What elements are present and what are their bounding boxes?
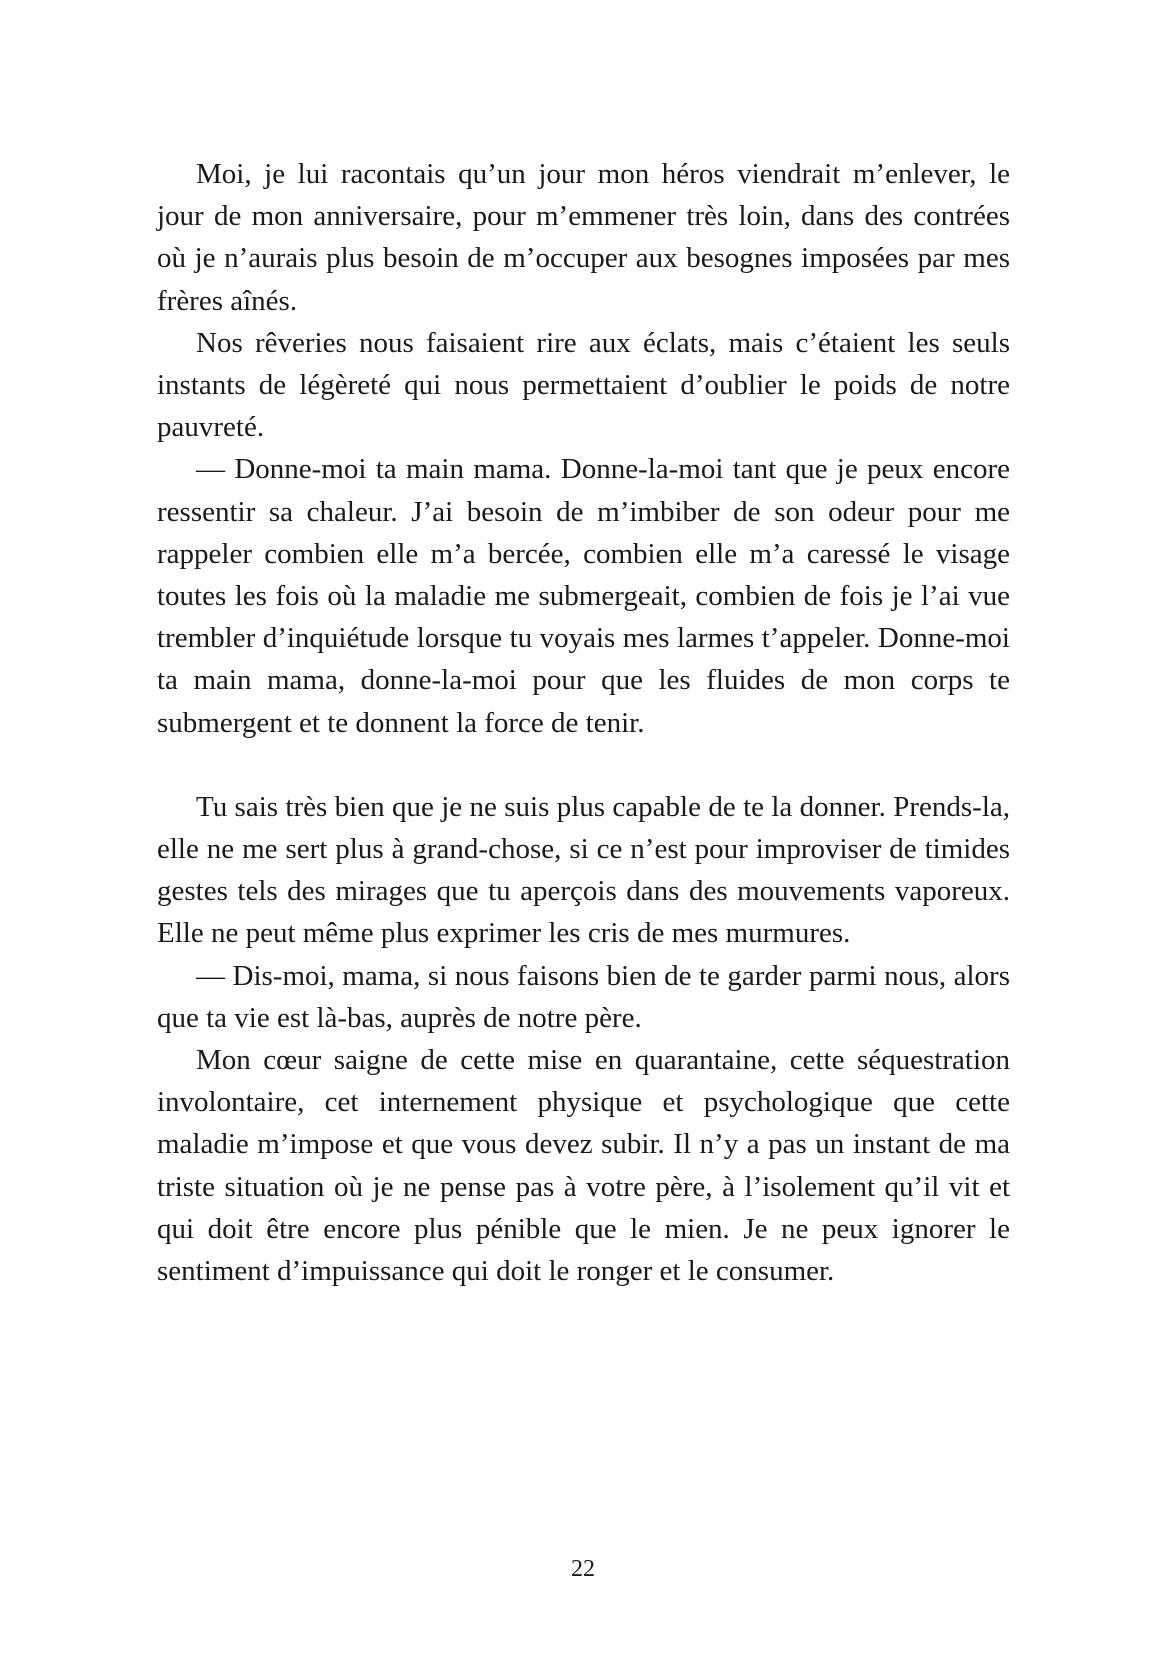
paragraph: — Dis-moi, mama, si nous faisons bien de te garder parmi nous, alors que ta vie est là-bas, auprès de notre père. [157,959,1010,1034]
paragraph: Mon cœur saigne de cette mise en quarantaine, cette séquestration involontaire, cet internement physique et psychologique que cette maladie m’impose et que vous devez subir. Il n’y a pas un instant de ma triste situation où je ne pense pas à votre père, à l’isolement qu’il vit et qui doit être encore plus pénible que le mien. Je ne peux ignorer le sentiment d’impuissance qui doit le ronger et le consumer. [157,1044,1010,1288]
paragraph: Nos rêveries nous faisaient rire aux éclats, mais c’étaient les seuls instants de légèreté qui nous permettaient d’oublier le poids de notre pauvreté. [157,326,1010,444]
paragraph: Tu sais très bien que je ne suis plus capable de te la donner. Prends-la, elle ne me sert plus à grand-chose, si ce n’est pour improviser de timides gestes tels des mirages que tu aperçois dans des mouvements vaporeux. Elle ne peut même plus exprimer les cris de mes murmures. [157,790,1010,950]
paragraph: — Donne-moi ta main mama. Donne-la-moi tant que je peux encore ressentir sa chaleur. J’ai besoin de m’imbiber de son odeur pour me rappeler combien elle m’a bercée, combien elle m’a caressé le visage toutes les fois où la maladie me submergeait, combien de fois je l’ai vue trembler d’inquiétude lorsque tu voyais mes larmes t’appeler. Donne-moi ta main mama, donne-la-moi pour que les fluides de mon corps te submergent et te donnent la force de tenir. [157,453,1010,739]
body-text [157,153,1010,1292]
paragraph: Moi, je lui racontais qu’un jour mon héros viendrait m’enlever, le jour de mon anniversaire, pour m’emmener très loin, dans des contrées où je n’aurais plus besoin de m’occuper aux besognes imposées par mes frères aînés. [157,158,1010,317]
page-number: 22 [571,1556,595,1582]
